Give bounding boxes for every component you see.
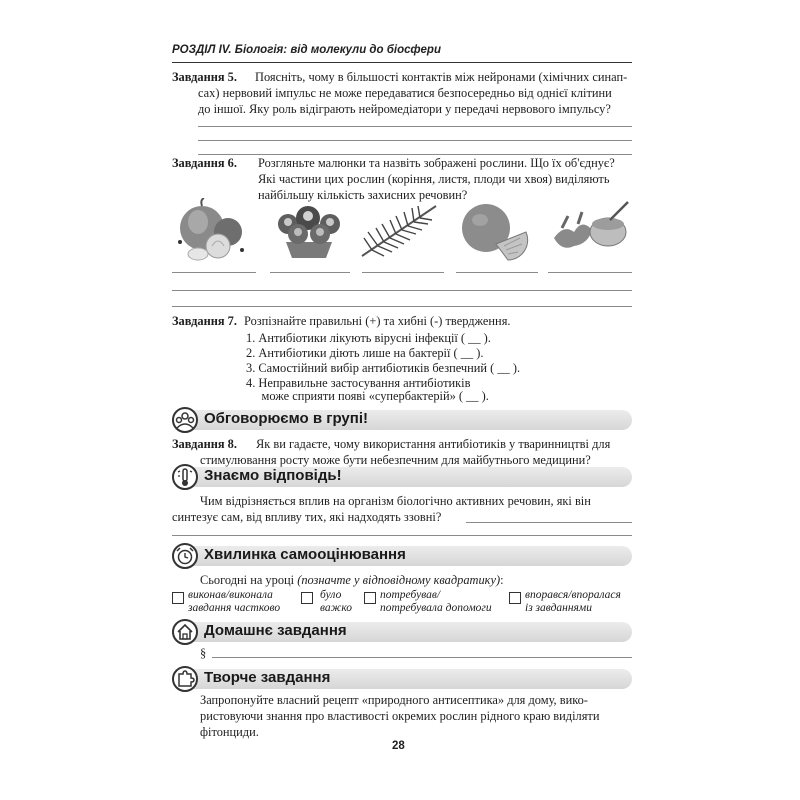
- task5-line1: Поясніть, чому в більшості контактів між нейронами (хімічних синап-: [255, 70, 628, 84]
- section-title-know: Знаємо відповідь!: [204, 467, 342, 484]
- selfeval-prompt-text: Сьогодні на уроці: [200, 573, 295, 587]
- option-partial-line1: виконав/виконала: [188, 589, 273, 601]
- answer-line[interactable]: [198, 140, 632, 141]
- header-rule: [172, 62, 632, 63]
- answer-line[interactable]: [548, 272, 632, 273]
- know-line2: синтезує сам, від впливу тих, які надходять ззовні?: [172, 510, 442, 524]
- onion-garlic-image: [170, 198, 256, 262]
- task7-label: Завдання 7.: [172, 314, 237, 328]
- option-coped-line2: із завданнями: [525, 602, 592, 614]
- checkbox-hard[interactable]: [301, 592, 313, 604]
- answer-line[interactable]: [212, 657, 632, 658]
- house-icon: [172, 619, 198, 645]
- task7-item-4: 4. Неправильне застосування антибіотиків: [246, 376, 471, 390]
- fir-branch-image: [358, 200, 442, 260]
- task5-label: Завдання 5.: [172, 70, 237, 84]
- option-coped-line1: впорався/впоралася: [525, 589, 621, 601]
- task6-line1: Розгляньте малюнки та назвіть зображені рослини. Що їх об'єднує?: [258, 156, 615, 170]
- creative-line1: Запропонуйте власний рецепт «природного антисептика» для дому, вико-: [200, 693, 588, 707]
- task7-item-4-cont: може сприяти появі «супербактерій» ( __ ).: [246, 389, 489, 403]
- answer-line[interactable]: [456, 272, 538, 273]
- checkbox-partial[interactable]: [172, 592, 184, 604]
- answer-line[interactable]: [362, 272, 444, 273]
- task7-item-1: 1. Антибіотики лікують вірусні інфекції ( __ ).: [246, 331, 491, 345]
- answer-line[interactable]: [270, 272, 350, 273]
- task7-intro: Розпізнайте правильні (+) та хибні (-) твердження.: [244, 314, 511, 328]
- checkbox-coped[interactable]: [509, 592, 521, 604]
- section-title-homework: Домашнє завдання: [204, 622, 347, 639]
- option-help-line2: потребувала допомоги: [380, 602, 492, 614]
- option-hard-line2: важко: [320, 602, 353, 614]
- answer-line[interactable]: [198, 126, 632, 127]
- answer-line[interactable]: [466, 522, 632, 523]
- checkbox-needed-help[interactable]: [364, 592, 376, 604]
- know-line1: Чим відрізняється вплив на організм біологічно активних речовин, які він: [200, 494, 591, 508]
- option-hard-line1: було: [320, 589, 342, 601]
- creative-line2: ристовуючи знання про властивості окремих рослин рідного краю виділяти: [200, 709, 600, 723]
- alarm-clock-icon: [172, 543, 198, 569]
- section-title-discuss: Обговорюємо в групі!: [204, 410, 368, 427]
- task8-line1: Як ви гадаєте, чому використання антибіотиків у тваринництві для: [256, 437, 611, 451]
- option-partial-line2: завдання частково: [188, 602, 281, 614]
- selfeval-prompt-end: :: [500, 573, 504, 587]
- task6-label: Завдання 6.: [172, 156, 237, 170]
- answer-line[interactable]: [198, 154, 632, 155]
- group-icon: [172, 407, 198, 433]
- answer-line[interactable]: [172, 535, 632, 536]
- paragraph-symbol: §: [200, 646, 207, 660]
- selfeval-prompt-hint: (позначте у відповідному квадратику): [297, 573, 501, 587]
- running-header: РОЗДІЛ IV. Біологія: від молекули до біосфери: [172, 44, 441, 56]
- task5-line3: до іншої. Яку роль відіграють нейромедіатори у передачі нервового імпульсу?: [198, 102, 611, 116]
- task7-item-3: 3. Самостійний вибір антибіотиків безпечний ( __ ).: [246, 361, 521, 375]
- task6-line3: найбільшу кількість захисних речовин?: [258, 188, 468, 202]
- task8-label: Завдання 8.: [172, 437, 237, 451]
- section-title-creative: Творче завдання: [204, 669, 331, 686]
- section-title-selfeval: Хвилинка самооцінювання: [204, 546, 406, 563]
- answer-line[interactable]: [172, 306, 632, 307]
- answer-line[interactable]: [172, 272, 256, 273]
- thermometer-icon: [172, 464, 198, 490]
- task5-line2: сах) нервовий імпульс не може передаватися безпосередньо від однієї клітини: [198, 86, 612, 100]
- creative-line3: фітонциди.: [200, 725, 259, 739]
- task7-item-2: 2. Антибіотики діють лише на бактерії ( __ ).: [246, 346, 484, 360]
- option-help-line1: потребував/: [380, 589, 441, 601]
- flowers-pot-image: [268, 198, 350, 262]
- selfeval-prompt: [200, 573, 504, 589]
- task8-line2: стимулювання росту може бути небезпечним для майбутнього медицини?: [200, 453, 591, 467]
- ginger-honey-image: [548, 198, 632, 262]
- page-number: 28: [392, 740, 405, 752]
- grapefruit-image: [456, 198, 536, 262]
- answer-line[interactable]: [172, 290, 632, 291]
- puzzle-icon: [172, 666, 198, 692]
- task6-line2: Які частини цих рослин (коріння, листя, плоди чи хвоя) виділяють: [258, 172, 610, 186]
